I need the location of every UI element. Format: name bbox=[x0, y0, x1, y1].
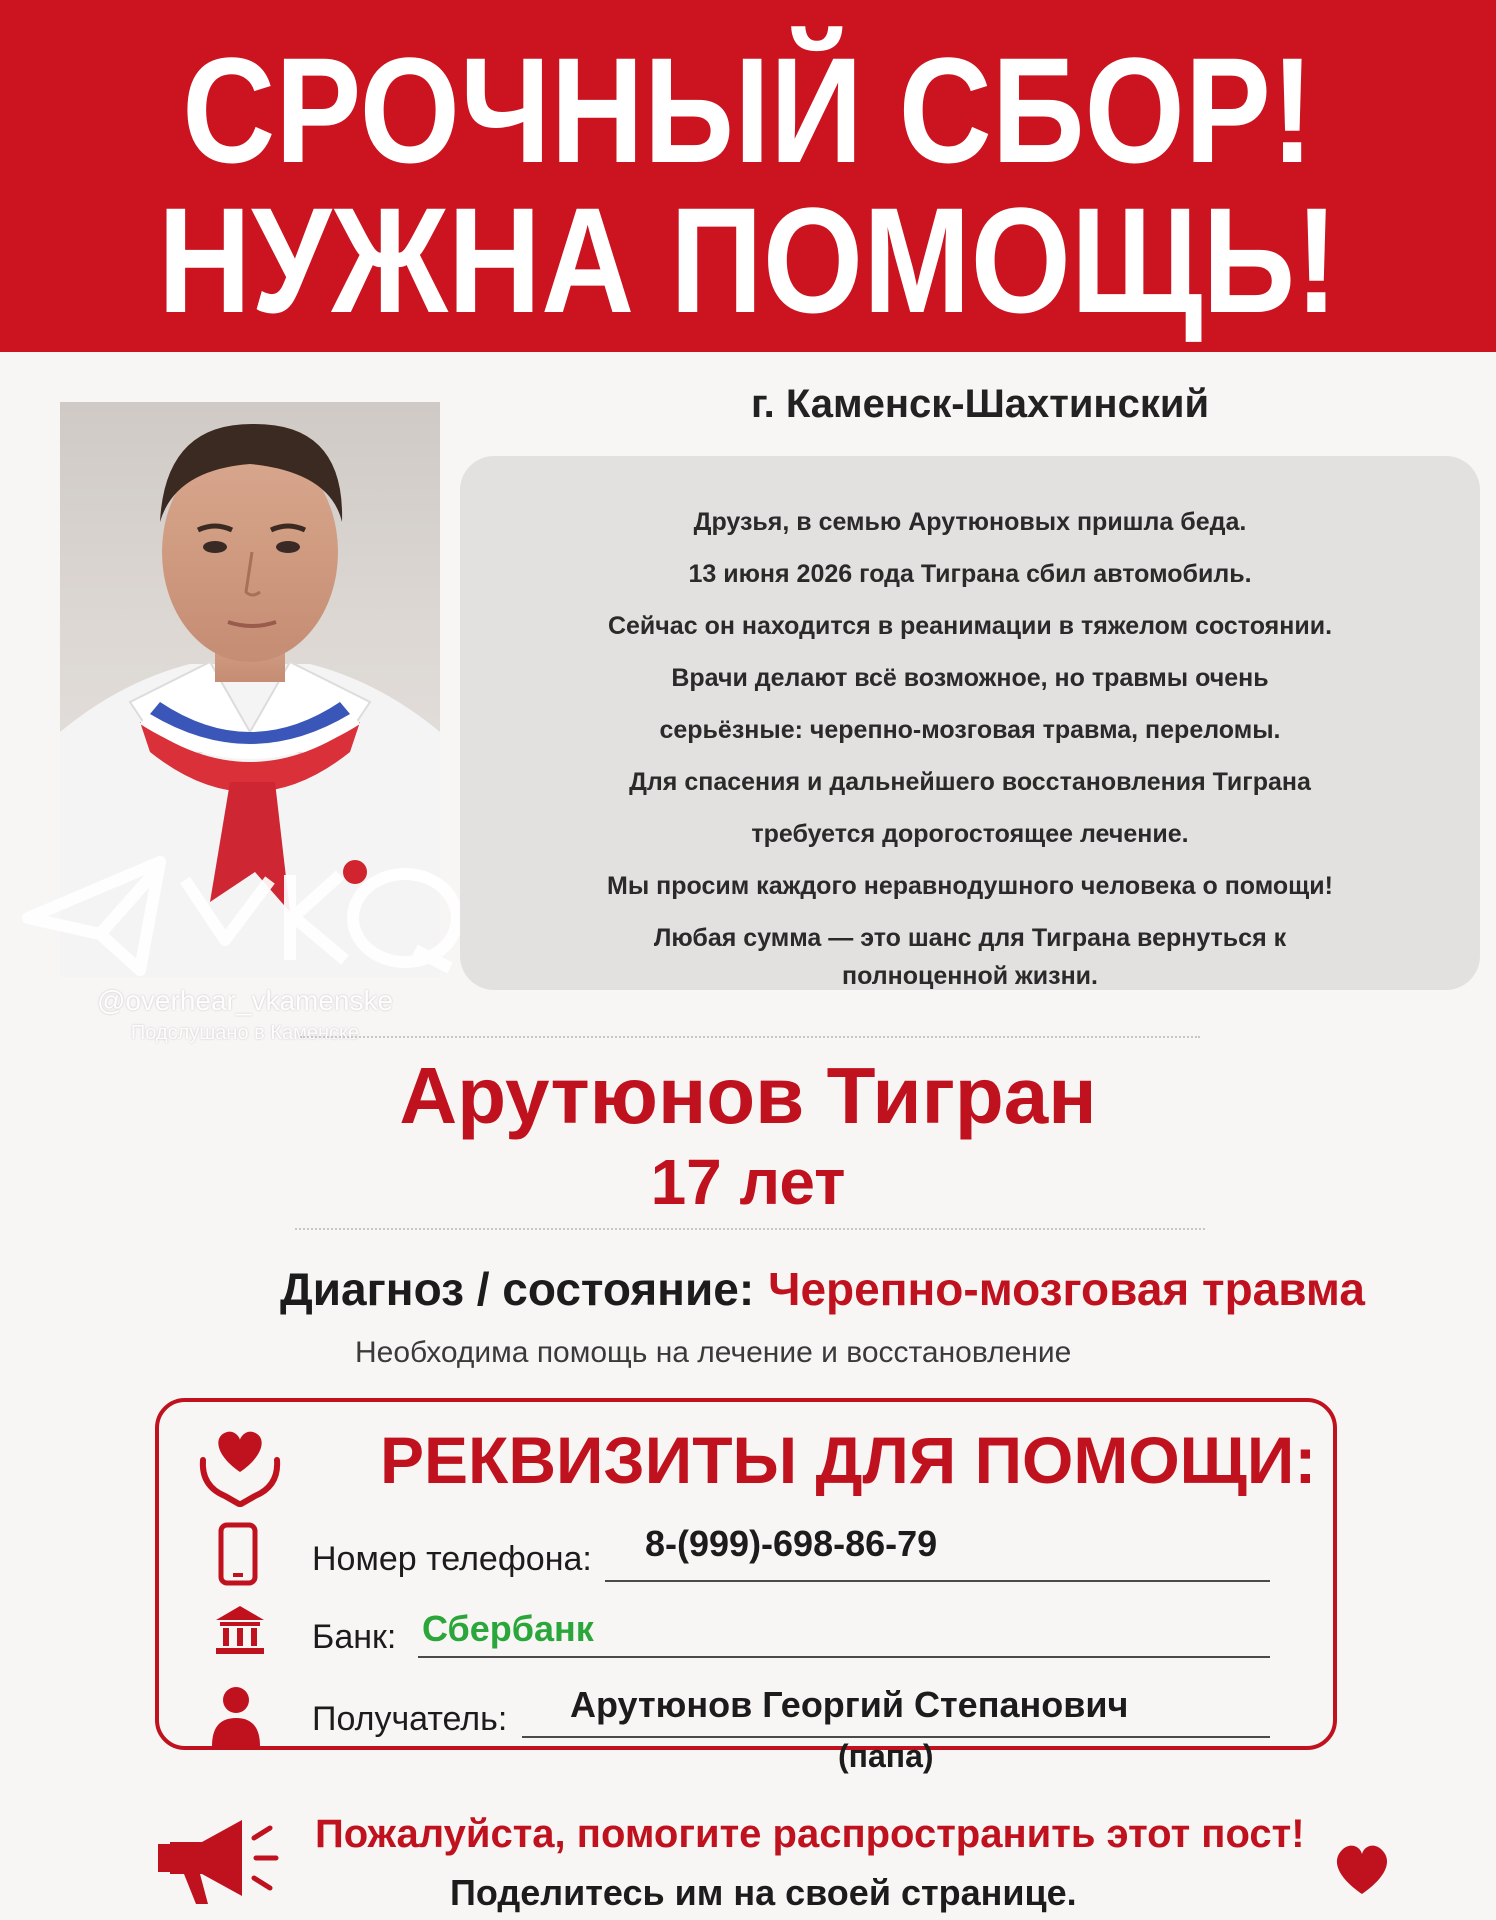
story-line: Любая сумма — это шанс для Тиграна вернуться к bbox=[653, 924, 1287, 952]
bank-value: Сбербанк bbox=[422, 1608, 594, 1649]
divider bbox=[295, 1228, 1205, 1230]
recipient-value: Арутюнов Георгий Степанович bbox=[570, 1684, 1129, 1725]
diagnosis bbox=[280, 1262, 1430, 1316]
bank-line bbox=[418, 1656, 1270, 1658]
diagnosis-value: Черепно-мозговая травма bbox=[768, 1263, 1365, 1315]
diagnosis-label: Диагноз / состояние: bbox=[280, 1263, 755, 1315]
recipient-note: (папа) bbox=[838, 1738, 934, 1774]
watermark-handle: @overhear_vkamenske bbox=[96, 985, 394, 1016]
phone-icon bbox=[218, 1522, 258, 1591]
bank-icon bbox=[212, 1602, 268, 1663]
share-subtitle: Поделитесь им на своей странице. bbox=[450, 1872, 1077, 1913]
story-line: серьёзные: черепно-мозговая травма, переломы. bbox=[659, 716, 1281, 744]
person-icon bbox=[208, 1684, 264, 1753]
diagnosis-note: Необходима помощь на лечение и восстановление bbox=[355, 1336, 1072, 1369]
share-call: Пожалуйста, помогите распространить этот пост! bbox=[315, 1812, 1305, 1856]
requisites-title: РЕКВИЗИТЫ ДЛЯ ПОМОЩИ: bbox=[380, 1423, 1317, 1497]
story-line: требуется дорогостоящее лечение. bbox=[751, 820, 1189, 848]
megaphone-icon bbox=[150, 1808, 280, 1913]
header-title-line1: СРОЧНЫЙ СБОР! bbox=[182, 26, 1314, 194]
story-line: полноценной жизни. bbox=[842, 962, 1098, 990]
watermark-logo bbox=[20, 850, 470, 985]
phone-line bbox=[605, 1580, 1270, 1582]
story-line: Мы просим каждого неравнодушного человека о помощи! bbox=[607, 872, 1333, 900]
story-line: Для спасения и дальнейшего восстановления Тиграна bbox=[629, 768, 1311, 796]
bank-label: Банк: bbox=[312, 1618, 397, 1656]
header-title-line2: НУЖНА ПОМОЩЬ! bbox=[157, 176, 1339, 344]
phone-label: Номер телефона: bbox=[312, 1540, 592, 1578]
heart-icon bbox=[1330, 1838, 1394, 1903]
divider bbox=[300, 1036, 1200, 1038]
phone-value: 8-(999)-698-86-79 bbox=[645, 1523, 938, 1564]
story-line: Врачи делают всё возможное, но травмы очень bbox=[671, 664, 1269, 692]
recipient-label: Получатель: bbox=[312, 1700, 508, 1738]
heart-hands-icon bbox=[195, 1420, 285, 1515]
person-name: Арутюнов Тигран bbox=[399, 1051, 1097, 1140]
person-age: 17 лет bbox=[650, 1146, 846, 1218]
story-line: 13 июня 2026 года Тиграна сбил автомобиль. bbox=[688, 560, 1252, 588]
story-line: Друзья, в семью Арутюновых пришла беда. bbox=[693, 508, 1247, 536]
watermark-subtitle: Подслушано в Каменске bbox=[130, 1022, 360, 1044]
city-label: г. Каменск-Шахтинский bbox=[750, 382, 1210, 426]
story-line: Сейчас он находится в реанимации в тяжелом состоянии. bbox=[607, 612, 1333, 640]
story-box bbox=[460, 456, 1480, 990]
